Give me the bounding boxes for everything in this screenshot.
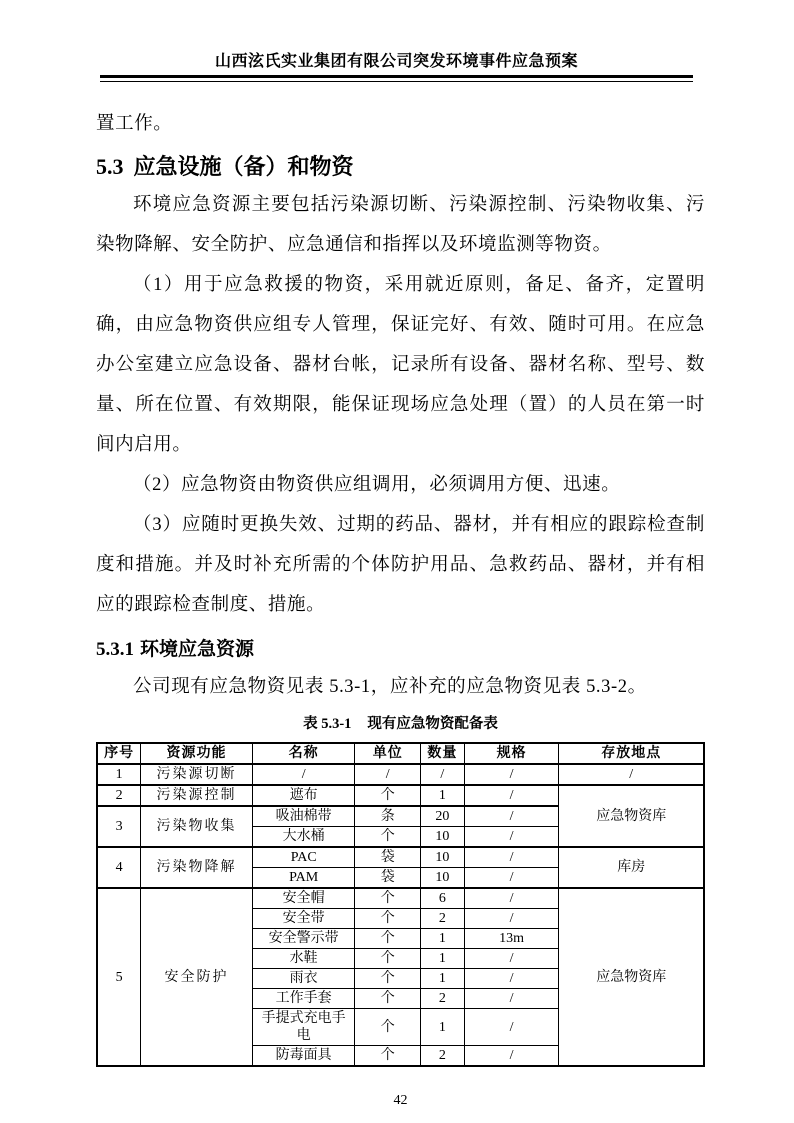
- cell-qty: 1: [421, 785, 465, 806]
- cell-qty: 20: [421, 806, 465, 827]
- carryover-paragraph: 置工作。: [96, 114, 173, 134]
- cell-qty: 1: [421, 1009, 465, 1046]
- subsection-number: 5.3.1: [96, 639, 134, 660]
- cell-spec: /: [464, 888, 559, 909]
- cell-spec: /: [464, 1009, 559, 1046]
- cell-qty: 1: [421, 969, 465, 989]
- cell-name: 安全带: [252, 909, 355, 929]
- cell-qty: 10: [421, 868, 465, 889]
- cell-unit: 个: [355, 909, 421, 929]
- col-header-name: 名称: [252, 743, 355, 764]
- page-footer: [96, 1093, 705, 1109]
- cell-unit: 个: [355, 1009, 421, 1046]
- cell-spec: /: [464, 785, 559, 806]
- cell-name: PAM: [252, 868, 355, 889]
- cell-spec: /: [464, 949, 559, 969]
- cell-spec: 13m: [464, 929, 559, 949]
- col-header-spec: 规格: [464, 743, 559, 764]
- document-title: 山西泫氏实业集团有限公司突发环境事件应急预案: [214, 53, 578, 70]
- table-header-row: [97, 743, 704, 764]
- cell-qty: 6: [421, 888, 465, 909]
- cell-name: 遮布: [252, 785, 355, 806]
- cell-name: 防毒面具: [252, 1046, 355, 1067]
- col-header-function: 资源功能: [141, 743, 253, 764]
- col-header-no: 序号: [97, 743, 141, 764]
- cell-spec: /: [464, 969, 559, 989]
- cell-unit: 条: [355, 806, 421, 827]
- table-row: [97, 764, 704, 785]
- page-number: 42: [393, 1093, 408, 1108]
- cell-no: 1: [97, 764, 141, 785]
- table-row: [97, 785, 704, 806]
- paragraph-3: （2）应急物资由物资供应组调用，必须调用方便、迅速。: [133, 475, 621, 495]
- cell-qty: 2: [421, 909, 465, 929]
- subsection-heading-5-3-1: [96, 633, 705, 667]
- cell-name: PAC: [252, 847, 355, 868]
- section-heading-5-3: [96, 149, 705, 185]
- cell-spec: /: [464, 868, 559, 889]
- cell-spec: /: [464, 1046, 559, 1067]
- cell-unit: 袋: [355, 847, 421, 868]
- cell-qty: 10: [421, 827, 465, 848]
- paragraph-4: （3）应随时更换失效、过期的药品、器材，并有相应的跟踪检查制度和措施。并及时补充所需的个体防护用品、急救药品、器材，并有相应的跟踪检查制度、措施。: [96, 515, 705, 615]
- cell-name: 水鞋: [252, 949, 355, 969]
- table-caption: [96, 713, 705, 735]
- col-header-location: 存放地点: [559, 743, 704, 764]
- cell-spec: /: [464, 806, 559, 827]
- table-caption-title: 现有应急物资配备表: [367, 716, 498, 732]
- cell-unit: 个: [355, 888, 421, 909]
- cell-unit: 个: [355, 949, 421, 969]
- cell-name: 安全警示带: [252, 929, 355, 949]
- subsection-title: 环境应急资源: [140, 639, 255, 660]
- header-rule-thick: [100, 75, 693, 78]
- cell-function: 安全防护: [141, 888, 253, 1066]
- cell-name: 雨衣: [252, 969, 355, 989]
- cell-unit: /: [355, 764, 421, 785]
- cell-qty: 1: [421, 929, 465, 949]
- cell-spec: /: [464, 764, 559, 785]
- supplies-table: [96, 742, 705, 1067]
- cell-function: 污染源控制: [141, 785, 253, 806]
- cell-name: 手提式充电手电: [252, 1009, 355, 1046]
- cell-name: 吸油棉带: [252, 806, 355, 827]
- cell-unit: 个: [355, 1046, 421, 1067]
- section-title: 应急设施（备）和物资: [133, 154, 354, 179]
- table-row: [97, 847, 704, 868]
- cell-name: 安全帽: [252, 888, 355, 909]
- cell-function: 污染物收集: [141, 806, 253, 847]
- cell-unit: 个: [355, 827, 421, 848]
- col-header-unit: 单位: [355, 743, 421, 764]
- cell-location: 应急物资库: [559, 785, 704, 847]
- section-number: 5.3: [96, 154, 124, 179]
- cell-unit: 个: [355, 969, 421, 989]
- cell-function: 污染物降解: [141, 847, 253, 888]
- cell-spec: /: [464, 989, 559, 1009]
- cell-no: 4: [97, 847, 141, 888]
- cell-spec: /: [464, 909, 559, 929]
- cell-location: 库房: [559, 847, 704, 888]
- cell-unit: 个: [355, 989, 421, 1009]
- table-row: [97, 888, 704, 909]
- cell-name: 大水桶: [252, 827, 355, 848]
- cell-name: /: [252, 764, 355, 785]
- cell-no: 5: [97, 888, 141, 1066]
- cell-qty: /: [421, 764, 465, 785]
- page-content: [96, 104, 705, 1109]
- cell-qty: 2: [421, 1046, 465, 1067]
- cell-location: 应急物资库: [559, 888, 704, 1066]
- cell-location: /: [559, 764, 704, 785]
- cell-unit: 袋: [355, 868, 421, 889]
- cell-spec: /: [464, 827, 559, 848]
- header-rule-thin: [100, 81, 693, 82]
- cell-name: 工作手套: [252, 989, 355, 1009]
- cell-qty: 2: [421, 989, 465, 1009]
- running-header: [100, 52, 693, 82]
- cell-unit: 个: [355, 785, 421, 806]
- cell-function: 污染源切断: [141, 764, 253, 785]
- table-caption-label: 表 5.3-1: [303, 716, 352, 732]
- subsection-intro: 公司现有应急物资见表 5.3-1，应补充的应急物资见表 5.3-2。: [133, 677, 647, 697]
- cell-unit: 个: [355, 929, 421, 949]
- paragraph-2: （1）用于应急救援的物资，采用就近原则，备足、备齐，定置明确，由应急物资供应组专人管理，保证完好、有效、随时可用。在应急办公室建立应急设备、器材台帐，记录所有设备、器材名称、型号、数量、所在位置、有效期限，能保证现场应急处理（置）的人员在第一时间内启用。: [96, 275, 705, 455]
- cell-qty: 1: [421, 949, 465, 969]
- col-header-qty: 数量: [421, 743, 465, 764]
- cell-qty: 10: [421, 847, 465, 868]
- cell-no: 3: [97, 806, 141, 847]
- paragraph-1: 环境应急资源主要包括污染源切断、污染源控制、污染物收集、污染物降解、安全防护、应急通信和指挥以及环境监测等物资。: [96, 195, 705, 255]
- cell-spec: /: [464, 847, 559, 868]
- cell-no: 2: [97, 785, 141, 806]
